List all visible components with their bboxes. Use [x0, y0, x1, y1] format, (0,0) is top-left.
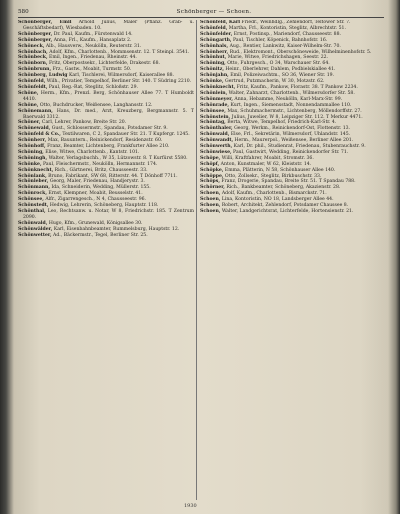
entry-details: Max, Bauuntern., Reinickendorf, Residenzstr. 60.: [46, 138, 163, 144]
entry-name: Schönlank,: [18, 173, 47, 179]
entry-details: Textilwaren, C 2, Spandauer Str. 21. T Kupfergr. 1245.: [60, 132, 190, 138]
entry-details: Willi, Kraftfahrer, Moabit, Stromstr. 36.: [220, 155, 314, 161]
entry-name: Schöning,: [18, 149, 44, 155]
entry-name: Schönsee,: [200, 108, 226, 114]
entry-details: Paul, Reg.-Rat, Steglitz, Schloßstr. 29.: [47, 84, 138, 90]
entry-details: Arnold Julius, Maler (Pflanz. Grab- u. Geschäftsbedarf), Wiesbaden. 10.: [23, 20, 194, 31]
entry-name: Schöning,: [200, 61, 226, 67]
entry-name: Schönwetter,: [18, 232, 52, 238]
entry-details: Adolf, Kaufm., Charlottenb., Bismarckstr. 71.: [220, 191, 327, 197]
entry-name: Schönrade,: [200, 102, 229, 108]
entry-name: Schönwald,: [18, 220, 48, 226]
entry-name: Schönwälder,: [18, 226, 53, 232]
entry-details: Ernst, Klempner, Moabit, Beusselstr. 41.: [46, 191, 143, 197]
entry-details: Rud., Elektromont., Oberschöneweide, Wilhelminenhofstr. 5.: [228, 49, 372, 55]
entry-name: Schönjahn,: [200, 73, 229, 79]
entry-details: Emil, Ingen., Friedenau, Rheinstr. 44.: [47, 55, 137, 61]
entry-name: Schönstedt,: [18, 203, 49, 209]
entry-details: Fritz, Kaufm., Pankow, Florastr. 38. T Pankow 2234.: [235, 84, 358, 90]
left-column: [18, 20, 194, 500]
entry-details: Karl, Tischlerei, Wilmersdorf, Kaiserallee 88.: [67, 73, 175, 79]
entry-name: Schönsee,: [18, 197, 44, 203]
directory-entry: [18, 91, 194, 103]
entry-name: Schönrock,: [18, 191, 47, 197]
entry-details: Karl, Dr. phil., Studienrat, Friedenau, Stubenrauchstr. 9.: [232, 144, 366, 150]
entry-details: Kurt, Ingen., Siemensstadt, Nonnendammallee 110.: [229, 102, 352, 108]
entry-name: Schönbrunn,: [18, 67, 52, 73]
entry-details: Marie, Witwe, Friedrichshagen, Seestr. 22.: [226, 55, 329, 61]
entry-details: Carl, Lehrer, Pankow, Breite Str. 20.: [40, 120, 127, 126]
entry-name: Schönfeld & Co.,: [18, 132, 61, 138]
entry-name: Schönbeck,: [18, 55, 48, 61]
directory-entry: [200, 209, 382, 215]
entry-details: Anna, Frl., Kaufm., Hansaplatz 2.: [52, 37, 132, 43]
entry-details: Paul, Tischler, Köpenick, Bahnhofstr. 16.: [231, 37, 328, 43]
entry-details: Leo, Rechtsanw. u. Notar, W 8, Friedrichstr. 185. T Zentrum 2090.: [23, 209, 194, 220]
entry-details: Karl, Eisenbahnbeamter, Rummelsburg, Hauptstr. 12.: [52, 226, 180, 232]
entry-details: Alb., Hausverw., Neukölln, Reuterstr. 31.: [44, 43, 142, 49]
entry-name: Schönwandt,: [200, 138, 234, 144]
directory-entry: [18, 209, 194, 221]
entry-name: Schönhals,: [200, 43, 229, 49]
entry-details: Ida, Schneiderin, Wedding, Müllerstr. 155.: [49, 185, 151, 191]
entry-details: Franz, Beamter, Lichtenberg, Frankfurter Allee 210.: [45, 144, 170, 150]
directory-page: [14, 6, 390, 511]
entry-details: Walter, Verlagsbuchh., W 35, Lützowstr. 8. T Kurfürst 5580.: [47, 155, 188, 161]
entry-name: Schörner,: [200, 185, 225, 191]
entry-name: Schoen,: [200, 203, 221, 209]
entry-details: Emma, Plätterin, N 58, Schönhauser Allee 140.: [223, 167, 336, 173]
entry-name: Schönwiese,: [200, 149, 232, 155]
entry-name: Schöpe,: [200, 155, 221, 161]
entry-name: Schönewald,: [18, 126, 51, 132]
entry-name: Schöneck,: [18, 43, 45, 49]
entry-details: Paul, Fleischermstr., Neukölln, Hermannstr. 174.: [41, 161, 158, 167]
entry-name: Schönke,: [18, 161, 42, 167]
entry-details: Ernst, Postinsp., Mariendorf, Chausseestr. 88.: [232, 31, 341, 37]
entry-details: Fritz, Oberpostsekr., Lichterfelde, Drakestr. 68.: [47, 61, 160, 67]
running-head: Schönberger — Schoen.: [176, 9, 252, 15]
entry-name: Schönfeldt,: [18, 84, 48, 90]
entry-details: Alfr., Zigarrengesch., N 4, Chausseestr. 96.: [43, 197, 147, 203]
entry-name: Schönke,: [200, 79, 224, 85]
page-number: 580: [18, 9, 29, 15]
entry-name: Schöpke,: [200, 167, 224, 173]
entry-details: Herm., Kfm., Prenzl. Berg, Schönhauser Allee 77. T Humboldt 4410.: [23, 90, 194, 102]
entry-name: Schönitz,: [200, 67, 224, 73]
entry-details: Paul, Gastwirt, Wedding, Reinickendorfer Str. 71.: [231, 149, 349, 155]
entry-details: Martha, Frl., Kontoristin, Steglitz, Albrechtstr. 51.: [227, 25, 346, 31]
entry-name: Schönlein,: [200, 90, 228, 96]
entry-details: Rich., Bankbeamter, Schöneberg, Akazienstr. 28.: [224, 185, 341, 191]
entry-details: Hugo, Kfm., Grunewald, Königsallee 30.: [47, 220, 143, 226]
entry-details: Adolf, Kfm., Charlottenb., Mommsenstr. 12. T Steinpl. 3541.: [47, 49, 190, 55]
entry-details: Heinr., Oberlehrer, Dahlem, Podbielskiallee 41.: [223, 67, 336, 73]
entry-name: Schönknecht,: [200, 84, 236, 90]
entry-details: Bruno, Fabrikant, SW 68, Ritterstr. 44. T Dönhoff 7711.: [46, 173, 178, 179]
directory-entry: [18, 233, 194, 239]
entry-name: Schönthaler,: [200, 126, 233, 132]
entry-name: Schönhoff,: [18, 144, 46, 150]
entry-name: Schöntag,: [200, 120, 226, 126]
entry-name: Schöppe,: [200, 173, 224, 179]
entry-name: Schoen,: [200, 191, 221, 197]
entry-name: Schöps,: [200, 179, 220, 185]
entry-details: Lina, Kontoristin, NO 18, Landsberger Allee 44.: [220, 197, 334, 203]
entry-name: Schönborn,: [18, 61, 48, 67]
entry-name: Schönmeyer,: [200, 96, 233, 102]
entry-name: Schöningh,: [18, 155, 48, 161]
entry-name: Schoen,: [200, 209, 221, 214]
entry-details: Else, Frl., Sekretärin, Wilmersdorf, Uhlandstr. 145.: [229, 132, 351, 138]
entry-name: Schönberg, Ludwig: [18, 73, 68, 79]
directory-entry: [18, 109, 194, 121]
entry-name: Schönherr,: [18, 138, 47, 144]
entry-details: Walter, Landgerichtsrat, Lichterfelde, Hortensienstr. 21.: [220, 209, 354, 214]
entry-details: Hans, Dr. med., Arzt, Kreuzberg, Bergmannstr. 5. T Baerwald 3312.: [23, 108, 194, 120]
entry-details: Max, Schuhmachermstr., Lichtenberg, Möllendorffstr. 27.: [225, 108, 362, 114]
entry-details: Berta, Witwe, Tempelhof, Friedrich-Karl-Str. 4.: [225, 120, 337, 126]
entry-name: Schöne,: [18, 90, 39, 96]
entry-name: Schönemann,: [18, 108, 53, 114]
entry-name: Schönknecht,: [18, 167, 54, 173]
entry-name: Schönbach,: [18, 49, 48, 55]
entry-name: Schönfeld, Karl: [200, 20, 241, 25]
entry-name: Schoen,: [200, 197, 221, 203]
entry-name: Schönstein,: [200, 114, 231, 120]
entry-name: Schönfelder,: [200, 31, 233, 37]
entry-name: Schöpf,: [200, 161, 220, 167]
entry-name: Schönberger,: [18, 31, 53, 37]
entry-name: Schönberger, Emil: [18, 20, 72, 25]
entry-name: Schönwald,: [200, 132, 230, 138]
entry-details: Franz, Drogerie, Spandau, Breite Str. 51. T Spandau 788.: [219, 179, 356, 185]
entry-details: Gust., Schlossermstr., Spandau, Potsdamer Str. 9.: [50, 126, 168, 132]
entry-details: Otto, Buchdrucker, Weißensee, Langhansstr. 12.: [38, 102, 153, 108]
entry-details: Julius, Juwelier, W 8, Leipziger Str. 112. T Merkur 4471.: [230, 114, 363, 120]
page-footer: 1930: [184, 503, 197, 509]
entry-name: Schönwerth,: [200, 144, 233, 150]
entry-name: Schöne,: [18, 102, 39, 108]
entry-name: Schönhut,: [200, 55, 227, 61]
entry-name: Schönleber,: [18, 179, 49, 185]
entry-details: Gertrud, Putzmacherin, W 30, Motzstr. 62.: [223, 79, 325, 85]
entry-details: Anton, Kunstmaler, W 62, Kleiststr. 14.: [219, 161, 312, 167]
entry-details: Otto, Fuhrgesch., O 34, Warschauer Str. 64.: [225, 61, 330, 67]
entry-details: Dr. Paul, Kaufm., Fürstenwald 14.: [52, 31, 133, 37]
entry-name: Schönfeld,: [18, 79, 46, 85]
entry-details: Georg, Werkm., Reinickendorf-Ost, Flottenstr. 13.: [232, 126, 351, 132]
entry-name: Schöner,: [18, 120, 41, 126]
directory-entry: [18, 20, 194, 32]
entry-details: Friedr., Weinhdlg., Zehlendorf, Teltower Str. 7.: [240, 20, 351, 25]
entry-details: Frz., Gastw., Moabit, Turmstr. 50.: [51, 67, 132, 73]
entry-details: Otto, Zollsekr., Steglitz, Birkbuschstr. 33.: [223, 173, 322, 179]
entry-name: Schönthal,: [18, 209, 46, 214]
entry-name: Schönfeld,: [200, 25, 228, 31]
entry-details: Emil, Polizeiwachtm., SO 36, Wiener Str. 19.: [228, 73, 335, 79]
entry-details: Aug., Rentier, Lankwitz, Kaiser-Wilhelm-Str. 70.: [228, 43, 341, 49]
column-divider: [196, 20, 197, 500]
entry-name: Schönberger,: [18, 37, 53, 43]
entry-details: Elise, Witwe, Charlottenb., Kantstr. 101.: [43, 149, 140, 155]
entry-name: Schöngarth,: [200, 37, 232, 43]
right-column: [200, 20, 382, 500]
entry-details: Rich., Gärtnerei, Britz, Chausseestr. 33.: [53, 167, 148, 173]
header-rule: [18, 17, 384, 18]
entry-details: Anna, Hebamme, Neukölln, Karl-Marx-Str. 99.: [232, 96, 343, 102]
entry-details: Ad., Bäckermstr., Tegel, Berliner Str. 25.: [51, 232, 148, 238]
entry-name: Schönherr,: [200, 49, 229, 55]
entry-details: Hedwig, Lehrerin, Schöneberg, Hauptstr. 118.: [48, 203, 159, 209]
entry-name: Schönmann,: [18, 185, 50, 191]
entry-details: Georg, Maler, Friedenau, Handjerystr. 3.: [48, 179, 145, 185]
entry-details: Robert, Architekt, Zehlendorf, Potsdamer Chaussee 8.: [220, 203, 349, 209]
entry-details: Walter, Zahnarzt, Charlottenb., Wilmersdorfer Str. 58.: [227, 90, 355, 96]
entry-details: Herm., Maurerpol., Weißensee, Berliner Allee 201.: [233, 138, 354, 144]
entry-details: Wilh., Privatier, Tempelhof, Berliner Str. 140. T Südring 2210.: [45, 79, 192, 85]
